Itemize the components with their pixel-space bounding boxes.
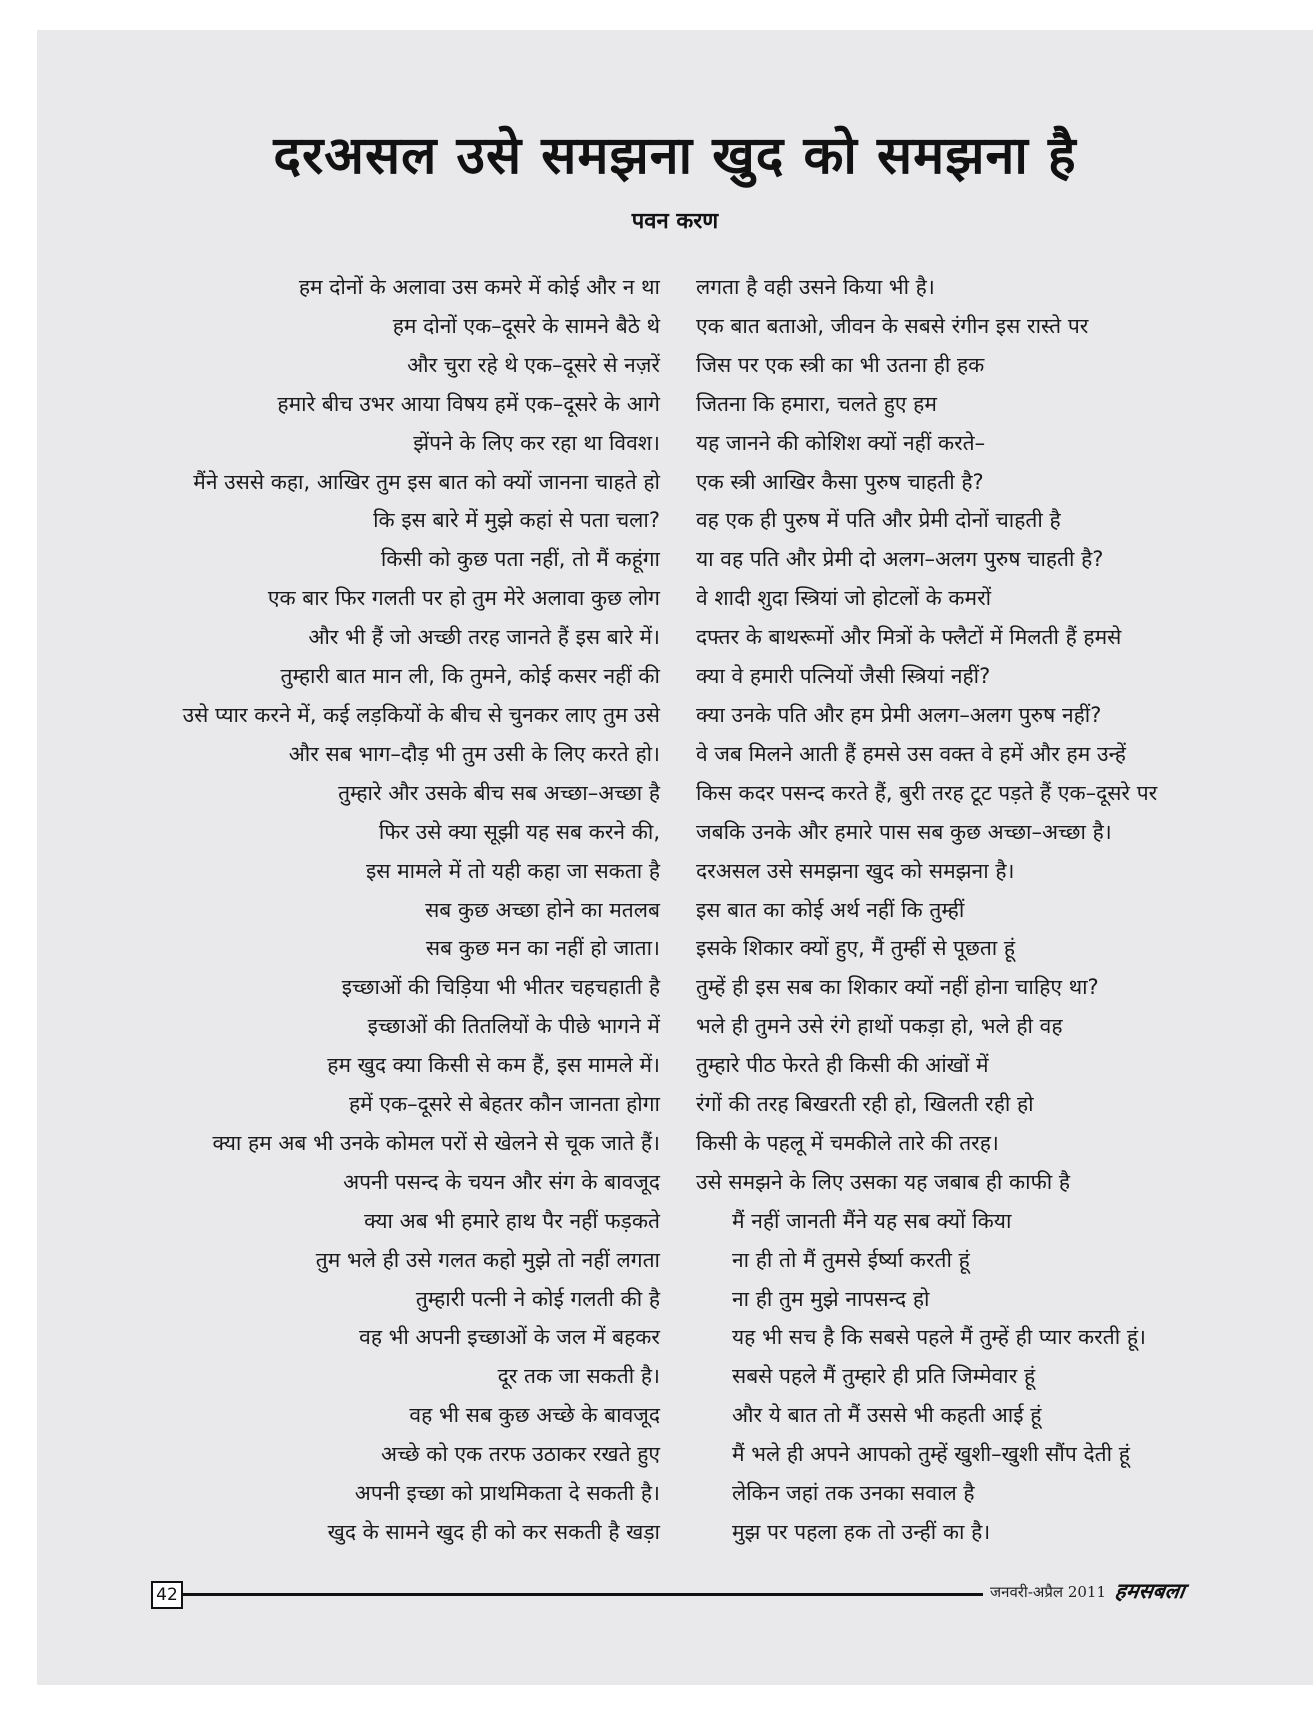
poem-line: इस मामले में तो यही कहा जा सकता है (365, 858, 660, 883)
poem-line: वे शादी शुदा स्त्रियां जो होटलों के कमरों (696, 586, 992, 611)
poem-line: यह जानने की कोशिश क्यों नहीं करते– (696, 430, 986, 455)
poem-line: क्या वे हमारी पत्नियों जैसी स्त्रियां नहीं? (696, 664, 991, 689)
poem-line: और चुरा रहे थे एक–दूसरे से नज़रें (407, 352, 660, 377)
poem-line: उसे प्यार करने में, कई लड़कियों के बीच से चुनकर लाए तुम उसे (182, 702, 660, 727)
poem-line: दरअसल उसे समझना खुद को समझना है। (696, 858, 1015, 883)
poem-line: अच्छे को एक तरफ उठाकर रखते हुए (381, 1442, 660, 1467)
poem-line: हम दोनों के अलावा उस कमरे में कोई और न था (298, 275, 660, 299)
issue-date: जनवरी-अप्रैल 2011 (990, 1583, 1106, 1601)
page-number: 42 (151, 1581, 183, 1609)
poem-line: कि इस बारे में मुझे कहां से पता चला? (373, 508, 660, 533)
poem-line: वह भी सब कुछ अच्छे के बावजूद (409, 1403, 660, 1428)
poem-line: ना ही तुम मुझे नापसन्द हो (732, 1286, 930, 1311)
poem-line: और सब भाग–दौड़ भी तुम उसी के लिए करते हो। (288, 741, 660, 766)
poem-line: उसे समझने के लिए उसका यह जबाब ही काफी है (696, 1169, 1071, 1194)
poem-line: क्या उनके पति और हम प्रेमी अलग–अलग पुरुष नहीं? (696, 702, 1102, 727)
poem-left-column (100, 268, 660, 1552)
poem-line: रंगों की तरह बिखरती रही हो, खिलती रही हो (696, 1092, 1034, 1117)
poem-line: मैं भले ही अपने आपको तुम्हें खुशी–खुशी सौंप देती हूं (732, 1442, 1130, 1467)
poem-line: हमें एक–दूसरे से बेहतर कौन जानता होगा (349, 1092, 660, 1117)
poem-line: लेकिन जहां तक उनका सवाल है (732, 1481, 975, 1506)
article-title: दरअसल उसे समझना खुद को समझना है (273, 126, 1077, 186)
footer-divider (178, 1593, 983, 1596)
poem-line: या वह पति और प्रेमी दो अलग–अलग पुरुष चाहती है? (696, 547, 1104, 572)
poem-line: एक बात बताओ, जीवन के सबसे रंगीन इस रास्ते पर (696, 313, 1089, 338)
poem-line: तुम्हारी बात मान ली, कि तुमने, कोई कसर नहीं की (280, 664, 660, 689)
poem-line: किसी को कुछ पता नहीं, तो मैं कहूंगा (380, 547, 660, 572)
poem-line: मुझ पर पहला हक तो उन्हीं का है। (732, 1520, 991, 1544)
poem-line: सबसे पहले मैं तुम्हारे ही प्रति जिम्मेवार हूं (732, 1364, 1036, 1389)
poem-line: वह भी अपनी इच्छाओं के जल में बहकर (359, 1325, 660, 1350)
poem-line: दफ्तर के बाथरूमों और मित्रों के फ्लैटों में मिलती हैं हमसे (696, 625, 1122, 650)
poem-line: क्या हम अब भी उनके कोमल परों से खेलने से चूक जाते हैं। (212, 1130, 660, 1155)
poem-line: वह एक ही पुरुष में पति और प्रेमी दोनों चाहती है (696, 508, 1061, 533)
poem-line: जिस पर एक स्त्री का भी उतना ही हक (696, 352, 985, 377)
poem-line: हमारे बीच उभर आया विषय हमें एक–दूसरे के आगे (277, 391, 660, 416)
poem-line: ना ही तो मैं तुमसे ईर्ष्या करती हूं (732, 1247, 970, 1272)
poem-line: तुम्हें ही इस सब का शिकार क्यों नहीं होना चाहिए था? (696, 975, 1099, 1000)
poem-line: और ये बात तो मैं उससे भी कहती आई हूं (732, 1403, 1042, 1428)
poem-line: तुम्हारे पीठ फेरते ही किसी की आंखों में (696, 1053, 989, 1078)
poem-line: क्या अब भी हमारे हाथ पैर नहीं फड़कते (364, 1208, 660, 1233)
poem-line: अपनी पसन्द के चयन और संग के बावजूद (343, 1169, 660, 1194)
poem-line: यह भी सच है कि सबसे पहले मैं तुम्हें ही प्यार करती हूं। (732, 1325, 1146, 1350)
poem-line: किसी के पहलू में चमकीले तारे की तरह। (696, 1130, 999, 1155)
poem-line: दूर तक जा सकती है। (497, 1364, 660, 1389)
poem-line: तुम्हारी पत्नी ने कोई गलती की है (415, 1286, 660, 1311)
poem-line: तुम भले ही उसे गलत कहो मुझे तो नहीं लगता (315, 1247, 660, 1272)
poem-line: झेंपने के लिए कर रहा था विवश। (413, 430, 660, 455)
poem-line: अपनी इच्छा को प्राथमिकता दे सकती है। (354, 1481, 660, 1506)
poem-line: जितना कि हमारा, चलते हुए हम (696, 391, 937, 416)
poem-line: इच्छाओं की चिड़िया भी भीतर चहचहाती है (341, 975, 660, 1000)
poem-line: फिर उसे क्या सूझी यह सब करने की, (378, 819, 660, 844)
poem-line: इच्छाओं की तितलियों के पीछे भागने में (367, 1014, 660, 1039)
poem-line: वे जब मिलने आती हैं हमसे उस वक्त वे हमें और हम उन्हें (696, 741, 1126, 766)
poem-line: भले ही तुमने उसे रंगे हाथों पकड़ा हो, भले ही वह (696, 1014, 1063, 1039)
author-name: पवन करण (631, 209, 719, 234)
poem-line: इसके शिकार क्यों हुए, मैं तुम्हीं से पूछता हूं (696, 936, 1016, 961)
poem-line: किस कदर पसन्द करते हैं, बुरी तरह टूट पड़ते हैं एक–दूसरे पर (696, 780, 1158, 805)
poem-line: हम खुद क्या किसी से कम हैं, इस मामले में। (327, 1053, 660, 1078)
poem-line: हम दोनों एक–दूसरे के सामने बैठे थे (392, 313, 660, 338)
poem-line: और भी हैं जो अच्छी तरह जानते हैं इस बारे में। (308, 625, 660, 650)
poem-line: खुद के सामने खुद ही को कर सकती है खड़ा (327, 1520, 660, 1544)
poem-line: सब कुछ अच्छा होने का मतलब (425, 897, 660, 922)
poem-right-column (696, 268, 1256, 1552)
poem-line: तुम्हारे और उसके बीच सब अच्छा–अच्छा है (338, 780, 660, 805)
poem-line: जबकि उनके और हमारे पास सब कुछ अच्छा–अच्छा है। (696, 819, 1112, 844)
poem-line: मैंने उससे कहा, आखिर तुम इस बात को क्यों जानना चाहते हो (193, 469, 660, 494)
poem-line: मैं नहीं जानती मैंने यह सब क्यों किया (732, 1208, 1012, 1233)
poem-line: लगता है वही उसने किया भी है। (696, 275, 935, 299)
poem-line: एक बार फिर गलती पर हो तुम मेरे अलावा कुछ लोग (267, 586, 660, 611)
poem-line: एक स्त्री आखिर कैसा पुरुष चाहती है? (696, 469, 984, 494)
magazine-logo: हमसबला (1113, 1579, 1187, 1603)
poem-line: सब कुछ मन का नहीं हो जाता। (425, 936, 660, 961)
poem-line: इस बात का कोई अर्थ नहीं कि तुम्हीं (696, 897, 965, 922)
